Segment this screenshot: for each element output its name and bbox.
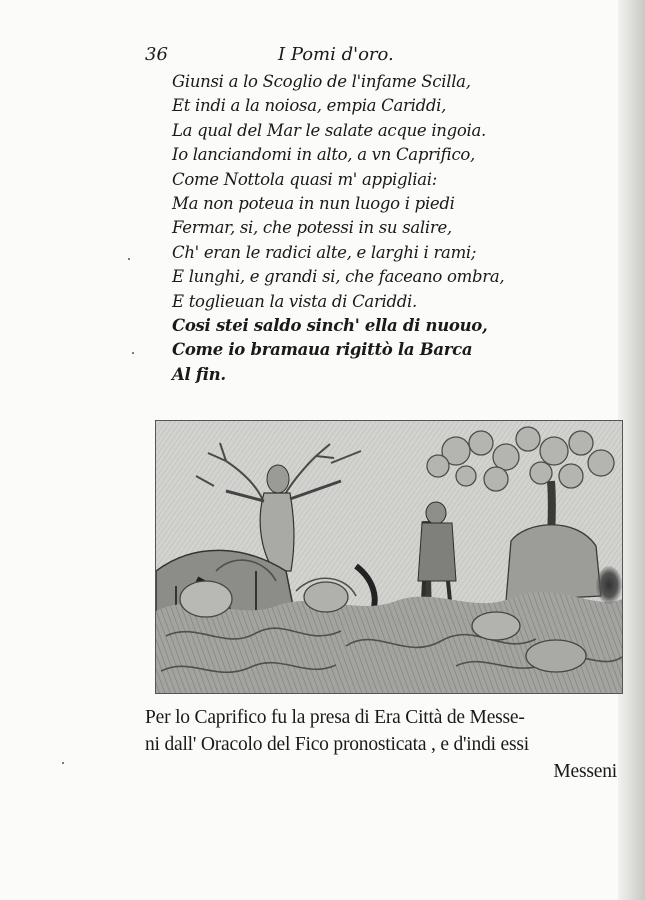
- engraving-artwork: [156, 421, 622, 693]
- page-number: 36: [145, 44, 168, 65]
- caption-block: [145, 704, 620, 785]
- page-header: [145, 44, 445, 70]
- verse-line: Al fin.: [172, 364, 226, 384]
- verse-line: Come io bramaua rigittò la Barca: [172, 340, 473, 360]
- ink-stain: [596, 566, 622, 604]
- engraving-illustration: [155, 420, 623, 694]
- verse-line: Come Nottola quasi m' appigliai:: [172, 169, 438, 189]
- running-title: I Pomi d'oro.: [278, 44, 394, 65]
- verse-line: Cosi stei saldo sinch' ella di nuouo,: [172, 315, 488, 335]
- caption-line: Per lo Caprifico fu la presa di Era Città de Messe-: [145, 707, 525, 728]
- verse-line: Ch' eran le radici alte, e larghi i rami;: [172, 242, 477, 262]
- caption-line: ni dall' Oracolo del Fico pronosticata , e d'indi essi: [145, 734, 529, 755]
- verse-line: Fermar, si, che potessi in su salire,: [172, 218, 452, 238]
- verse-line: E toglieuan la vista di Cariddi.: [172, 291, 417, 311]
- verse-block: [172, 70, 505, 387]
- verse-line: Et indi a la noiosa, empia Cariddi,: [172, 96, 447, 116]
- verse-line: Ma non poteua in nun luogo i piedi: [172, 193, 455, 213]
- verse-line: La qual del Mar le salate acque ingoia.: [172, 120, 486, 140]
- ink-speck: [62, 762, 64, 764]
- catchword: Messeni: [553, 761, 617, 782]
- verse-line: E lunghi, e grandi si, che faceano ombra,: [172, 267, 505, 287]
- ink-speck: [128, 258, 130, 260]
- verse-line: Io lanciandomi in alto, a vn Caprifico,: [172, 145, 475, 165]
- ink-speck: [132, 352, 134, 354]
- verse-line: Giunsi a lo Scoglio de l'infame Scilla,: [172, 72, 471, 91]
